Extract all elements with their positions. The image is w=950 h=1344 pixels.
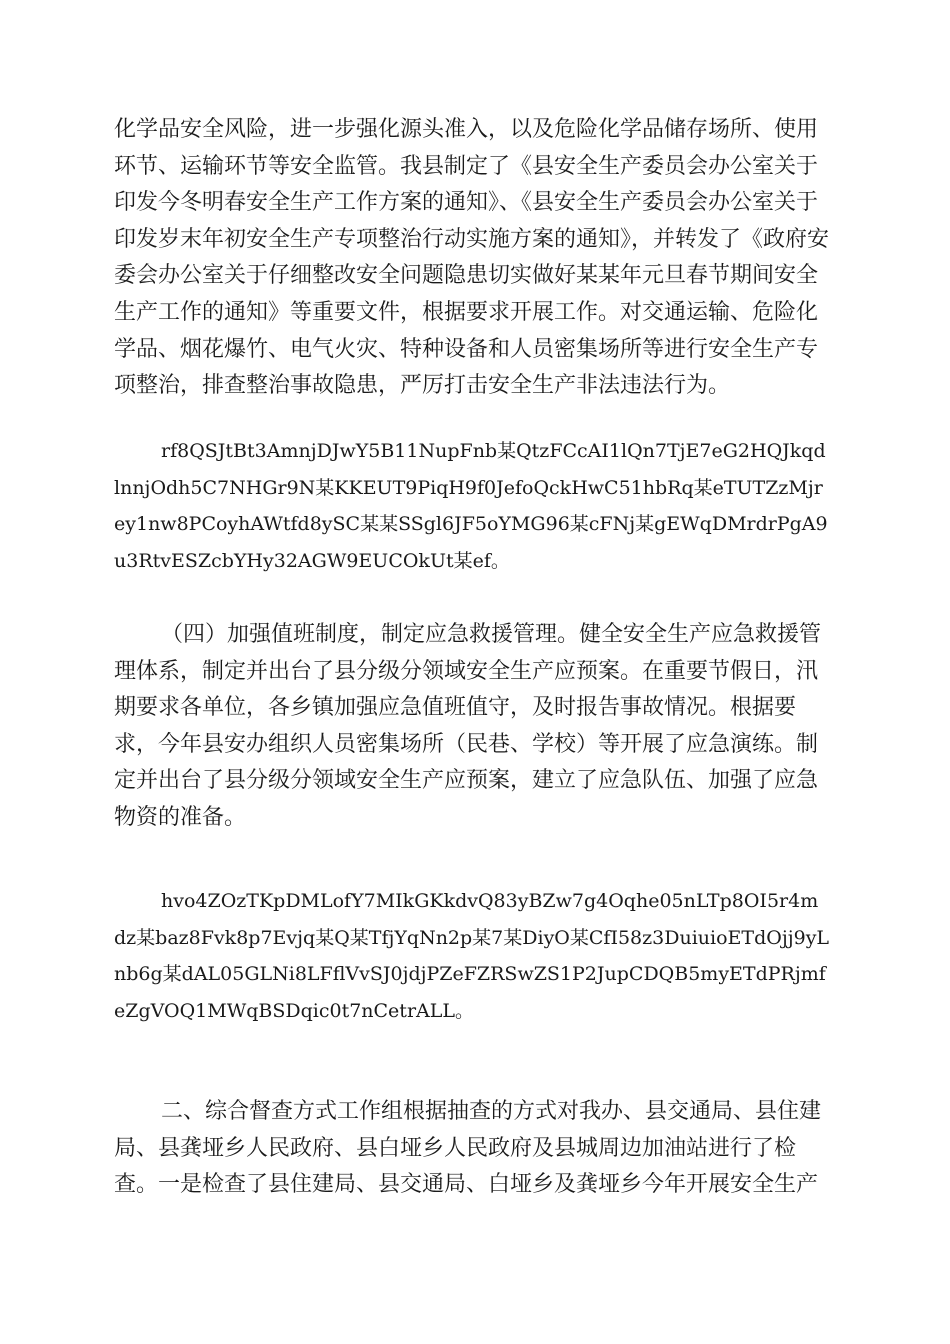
paragraph-section-four-emergency-rescue: （四）加强值班制度，制定应急救援管理。健全安全生产应急救援管理体系，制定并出台了县分级分领域安全生产应预案。在重要节假日，汛期要求各单位，各乡镇加强应急值班值守，及时报告事故情况。根据要求，今年县安办组织人员密集场所（民巷、学校）等开展了应急演练。制定并出台了县分级分领域安全生产应预案，建立了应急队伍、加强了应急物资的准备。 [114, 622, 822, 830]
paragraph-section-two-inspection: 二、综合督查方式工作组根据抽查的方式对我办、县交通局、县住建局、县龚垭乡人民政府、县白垭乡人民政府及县城周边加油站进行了检查。一是检查了县住建局、县交通局、白垭乡及龚垭乡今年开展安全生产 [114, 1099, 822, 1198]
paragraph-hazardous-chemicals-supervision: 化学品安全风险，进一步强化源头准入，以及危险化学品储存场所、使用环节、运输环节等安全监管。我县制定了《县安全生产委员会办公室关于印发今冬明春安全生产工作方案的通知》、《县安全生产委员会办公室关于印发岁末年初安全生产专项整治行动实施方案的通知》，并转发了《政府安委会办公室关于仔细整改安全问题隐患切实做好某某年元旦春节期间安全生产工作的通知》等重要文件，根据要求开展工作。对交通运输、危险化学品、烟花爆竹、电气火灾、特种设备和人员密集场所等进行安全生产专项整治，排查整治事故隐患，严厉打击安全生产非法违法行为。 [114, 117, 830, 399]
paragraph-code-block-2: hvo4ZOzTKpDMLofY7MIkGKkdvQ83yBZw7g4Oqhe05nLTp8OI5r4mdz某baz8Fvk8p7Evjq某Q某TfjYqNn2p某7某DiyO某CfI58z3DuiuioETdOjj9yLnb6g某dAL05GLNi8LFflVvSJ0jdjPZeFZRSwZS1P2JupCDQB5myETdPRjmfeZgVOQ1MWqBSDqic0t7nCetrALL。 [114, 890, 830, 1022]
paragraph-code-block-1: rf8QSJtBt3AmnjDJwY5B11NupFnb某QtzFCcAI1lQn7TjE7eG2HQJkqdlnnjOdh5C7NHGr9N某KKEUT9PiqH9f0JefoQckHwC51hbRq某eTUTZzMjrey1nw8PCoyhAWtfd8ySC某某SSgl6JF5oYMG96某cFNj某gEWqDMrdrPgA9u3RtvESZcbYHy32AGW9EUCOkUt某ef。 [114, 440, 828, 572]
